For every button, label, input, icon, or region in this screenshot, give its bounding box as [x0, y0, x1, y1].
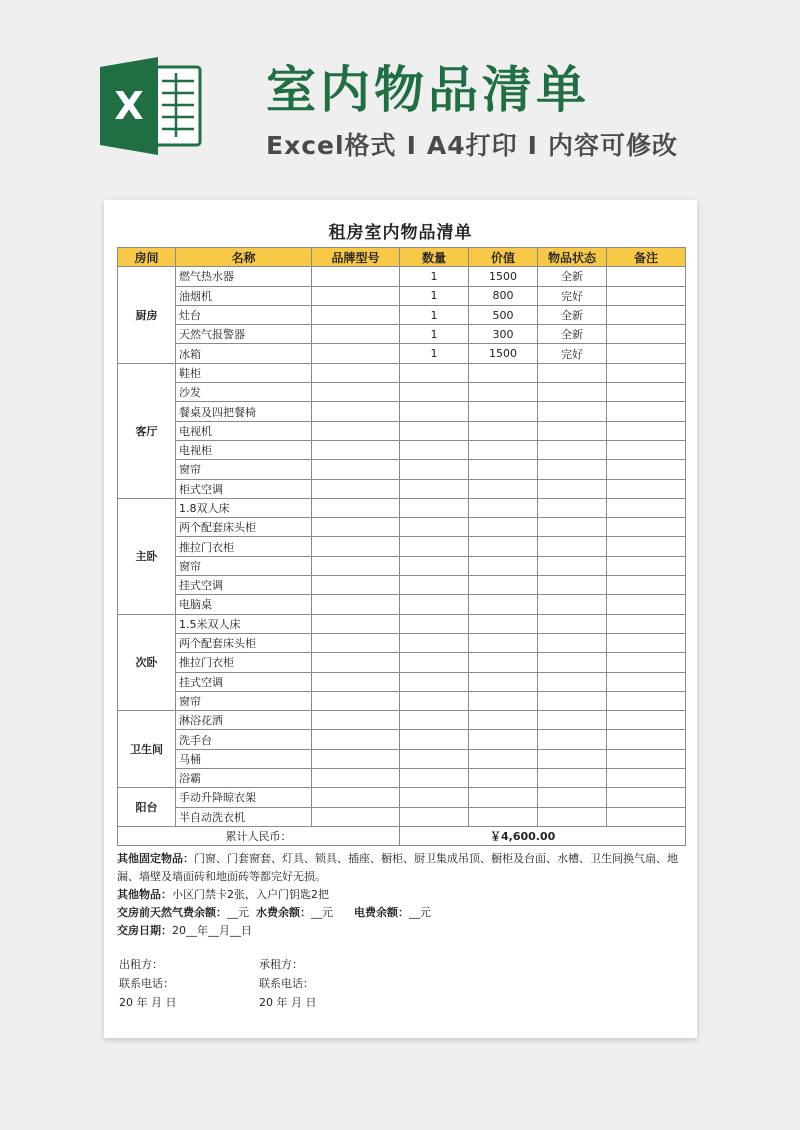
cell-status: [538, 749, 607, 768]
cell-status: [538, 363, 607, 382]
cell-remark: [607, 383, 686, 402]
cell-remark: [607, 653, 686, 672]
cell-status: [538, 440, 607, 459]
cell-qty: [400, 498, 469, 517]
cell-qty: [400, 788, 469, 807]
cell-value: 1500: [469, 344, 538, 363]
table-row: [118, 576, 686, 595]
cell-status: [538, 556, 607, 575]
cell-name: 燃气热水器: [176, 267, 312, 286]
cell-brand: [312, 749, 400, 768]
cell-value: [469, 711, 538, 730]
cell-name: 天然气报警器: [176, 325, 312, 344]
cell-value: [469, 518, 538, 537]
table-row: [118, 402, 686, 421]
cell-name: 挂式空调: [176, 672, 312, 691]
total-value: ￥4,600.00: [400, 826, 686, 845]
cell-brand: [312, 653, 400, 672]
col-remark: 备注: [607, 248, 686, 267]
cell-qty: [400, 363, 469, 382]
cell-brand: [312, 267, 400, 286]
cell-status: [538, 807, 607, 826]
cell-qty: [400, 749, 469, 768]
cell-brand: [312, 402, 400, 421]
cell-brand: [312, 672, 400, 691]
cell-name: 浴霸: [176, 769, 312, 788]
cell-remark: [607, 711, 686, 730]
room-cell: 厨房: [118, 267, 176, 363]
cell-value: [469, 537, 538, 556]
cell-qty: 1: [400, 286, 469, 305]
cell-brand: [312, 537, 400, 556]
handover-date: 交房日期：20__年__月__日: [117, 924, 252, 937]
cell-qty: [400, 556, 469, 575]
cell-remark: [607, 614, 686, 633]
cell-value: 500: [469, 305, 538, 324]
table-body: [118, 267, 686, 846]
cell-qty: [400, 614, 469, 633]
cell-name: 柜式空调: [176, 479, 312, 498]
room-cell: 次卧: [118, 614, 176, 710]
table-row: [118, 537, 686, 556]
cell-value: [469, 672, 538, 691]
cell-status: 全新: [538, 267, 607, 286]
cell-name: 电脑桌: [176, 595, 312, 614]
cell-status: [538, 518, 607, 537]
cell-brand: [312, 325, 400, 344]
cell-value: [469, 769, 538, 788]
cell-qty: [400, 440, 469, 459]
cell-qty: [400, 537, 469, 556]
table-row: [118, 286, 686, 305]
cell-status: [538, 614, 607, 633]
cell-value: [469, 788, 538, 807]
col-name: 名称: [176, 248, 312, 267]
cell-qty: [400, 691, 469, 710]
cell-brand: [312, 460, 400, 479]
cell-remark: [607, 788, 686, 807]
cell-qty: [400, 595, 469, 614]
cell-brand: [312, 807, 400, 826]
subtitle-format: Excel格式: [266, 131, 397, 160]
cell-value: [469, 402, 538, 421]
cell-remark: [607, 402, 686, 421]
cell-remark: [607, 807, 686, 826]
table-row: [118, 267, 686, 286]
table-row: [118, 479, 686, 498]
cell-brand: [312, 440, 400, 459]
document-page: [104, 200, 697, 1038]
cell-brand: [312, 498, 400, 517]
total-label: 累计人民币：: [118, 826, 400, 845]
cell-remark: [607, 325, 686, 344]
fixed-items-note: 其他固定物品：门窗、门套窗套、灯具、锁具、插座、橱柜、厨卫集成吊顶、橱柜及台面、水槽、卫生间换气扇、地漏、墙壁及墙面砖和地面砖等都完好无损。: [117, 852, 678, 883]
lessee-signature: 承租方： 联系电话： 20 年 月 日: [259, 958, 317, 1009]
table-row: [118, 383, 686, 402]
cell-qty: [400, 711, 469, 730]
cell-value: [469, 691, 538, 710]
cell-status: [538, 498, 607, 517]
subtitle-edit: 内容可修改: [547, 131, 678, 160]
cell-status: [538, 576, 607, 595]
cell-remark: [607, 691, 686, 710]
cell-remark: [607, 749, 686, 768]
document-title: 租房室内物品清单: [328, 223, 473, 243]
cell-qty: 1: [400, 325, 469, 344]
cell-status: [538, 460, 607, 479]
table-row: [118, 325, 686, 344]
cell-brand: [312, 479, 400, 498]
lessor-signature: 出租方： 联系电话： 20 年 月 日: [119, 958, 177, 1009]
cell-qty: 1: [400, 267, 469, 286]
cell-value: [469, 498, 538, 517]
cell-remark: [607, 344, 686, 363]
cell-status: [538, 672, 607, 691]
cell-value: [469, 460, 538, 479]
cell-remark: [607, 498, 686, 517]
cell-qty: [400, 730, 469, 749]
col-status: 物品状态: [538, 248, 607, 267]
cell-value: [469, 479, 538, 498]
room-cell: 阳台: [118, 788, 176, 827]
cell-status: [538, 730, 607, 749]
cell-name: 冰箱: [176, 344, 312, 363]
excel-logo-icon: [100, 57, 202, 155]
cell-brand: [312, 614, 400, 633]
cell-remark: [607, 286, 686, 305]
other-items-note: 其他物品：小区门禁卡2张，入户门钥匙2把: [117, 888, 329, 901]
table-row: [118, 440, 686, 459]
table-row: [118, 691, 686, 710]
cell-brand: [312, 576, 400, 595]
cell-name: 洗手台: [176, 730, 312, 749]
cell-qty: [400, 633, 469, 652]
cell-qty: 1: [400, 305, 469, 324]
cell-remark: [607, 460, 686, 479]
table-row: [118, 305, 686, 324]
cell-value: [469, 633, 538, 652]
cell-status: [538, 653, 607, 672]
cell-brand: [312, 788, 400, 807]
cell-qty: [400, 383, 469, 402]
cell-remark: [607, 518, 686, 537]
cell-name: 淋浴花洒: [176, 711, 312, 730]
cell-brand: [312, 556, 400, 575]
cell-remark: [607, 421, 686, 440]
cell-status: 完好: [538, 344, 607, 363]
cell-brand: [312, 711, 400, 730]
banner-title: 室内物品清单: [266, 61, 590, 119]
cell-remark: [607, 267, 686, 286]
cell-remark: [607, 730, 686, 749]
room-cell: 客厅: [118, 363, 176, 498]
cell-remark: [607, 440, 686, 459]
cell-qty: [400, 672, 469, 691]
cell-value: [469, 440, 538, 459]
cell-status: [538, 769, 607, 788]
cell-value: [469, 595, 538, 614]
cell-name: 电视柜: [176, 440, 312, 459]
cell-value: [469, 556, 538, 575]
cell-status: [538, 383, 607, 402]
cell-value: [469, 614, 538, 633]
cell-brand: [312, 730, 400, 749]
cell-remark: [607, 576, 686, 595]
cell-brand: [312, 421, 400, 440]
cell-status: 全新: [538, 305, 607, 324]
cell-brand: [312, 633, 400, 652]
cell-remark: [607, 305, 686, 324]
table-row: [118, 788, 686, 807]
cell-value: [469, 730, 538, 749]
table-row: [118, 672, 686, 691]
table-row: [118, 653, 686, 672]
col-qty: 数量: [400, 248, 469, 267]
cell-remark: [607, 769, 686, 788]
cell-name: 1.5米双人床: [176, 614, 312, 633]
cell-value: 1500: [469, 267, 538, 286]
cell-remark: [607, 633, 686, 652]
col-room: 房间: [118, 248, 176, 267]
cell-brand: [312, 518, 400, 537]
subtitle-print: A4打印: [426, 131, 518, 160]
table-row: [118, 769, 686, 788]
table-row: [118, 711, 686, 730]
cell-remark: [607, 479, 686, 498]
cell-name: 窗帘: [176, 556, 312, 575]
cell-status: [538, 711, 607, 730]
cell-name: 鞋柜: [176, 363, 312, 382]
cell-remark: [607, 556, 686, 575]
balance-note: 交房前天然气费余额：__元 水费余额：__元 电费余额：__元: [117, 906, 431, 919]
table-header-row: [118, 248, 686, 267]
cell-value: [469, 749, 538, 768]
table-row: [118, 807, 686, 826]
cell-name: 半自动洗衣机: [176, 807, 312, 826]
table-row: [118, 498, 686, 517]
cell-brand: [312, 286, 400, 305]
table-row: [118, 633, 686, 652]
cell-value: 800: [469, 286, 538, 305]
room-cell: 主卧: [118, 498, 176, 614]
cell-name: 1.8双人床: [176, 498, 312, 517]
table-row: [118, 595, 686, 614]
cell-name: 挂式空调: [176, 576, 312, 595]
total-row: [118, 826, 686, 845]
cell-status: [538, 479, 607, 498]
cell-brand: [312, 383, 400, 402]
cell-name: 窗帘: [176, 691, 312, 710]
cell-status: [538, 788, 607, 807]
cell-qty: [400, 421, 469, 440]
cell-qty: [400, 807, 469, 826]
table-row: [118, 421, 686, 440]
notes-section: [117, 850, 687, 940]
cell-status: 完好: [538, 286, 607, 305]
banner-subtitle: Excel格式 I A4打印 I 内容可修改: [266, 131, 678, 160]
cell-brand: [312, 769, 400, 788]
table-row: [118, 730, 686, 749]
cell-qty: [400, 576, 469, 595]
cell-name: 两个配套床头柜: [176, 518, 312, 537]
cell-qty: [400, 769, 469, 788]
cell-status: [538, 595, 607, 614]
cell-status: [538, 402, 607, 421]
cell-name: 推拉门衣柜: [176, 537, 312, 556]
cell-name: 沙发: [176, 383, 312, 402]
cell-name: 两个配套床头柜: [176, 633, 312, 652]
cell-name: 推拉门衣柜: [176, 653, 312, 672]
col-brand: 品牌型号: [312, 248, 400, 267]
table-row: [118, 749, 686, 768]
cell-value: 300: [469, 325, 538, 344]
cell-value: [469, 363, 538, 382]
cell-remark: [607, 595, 686, 614]
cell-name: 油烟机: [176, 286, 312, 305]
cell-qty: [400, 653, 469, 672]
cell-remark: [607, 672, 686, 691]
cell-value: [469, 383, 538, 402]
cell-name: 马桶: [176, 749, 312, 768]
table-row: [118, 556, 686, 575]
cell-name: 手动升降晾衣架: [176, 788, 312, 807]
cell-value: [469, 807, 538, 826]
cell-brand: [312, 305, 400, 324]
table-row: [118, 518, 686, 537]
cell-name: 灶台: [176, 305, 312, 324]
cell-qty: [400, 402, 469, 421]
table-row: [118, 363, 686, 382]
cell-value: [469, 653, 538, 672]
table-row: [118, 460, 686, 479]
cell-status: [538, 633, 607, 652]
cell-name: 餐桌及四把餐椅: [176, 402, 312, 421]
table-row: [118, 614, 686, 633]
cell-name: 电视机: [176, 421, 312, 440]
cell-value: [469, 576, 538, 595]
cell-qty: [400, 518, 469, 537]
cell-status: 全新: [538, 325, 607, 344]
cell-brand: [312, 344, 400, 363]
cell-brand: [312, 691, 400, 710]
room-cell: 卫生间: [118, 711, 176, 788]
cell-qty: [400, 479, 469, 498]
cell-brand: [312, 363, 400, 382]
cell-status: [538, 537, 607, 556]
cell-remark: [607, 537, 686, 556]
cell-qty: 1: [400, 344, 469, 363]
cell-value: [469, 421, 538, 440]
cell-qty: [400, 460, 469, 479]
inventory-table: [117, 247, 686, 846]
cell-name: 窗帘: [176, 460, 312, 479]
table-row: [118, 344, 686, 363]
cell-brand: [312, 595, 400, 614]
excel-logo-letter: X: [114, 84, 144, 128]
cell-status: [538, 421, 607, 440]
cell-remark: [607, 363, 686, 382]
cell-status: [538, 691, 607, 710]
col-value: 价值: [469, 248, 538, 267]
